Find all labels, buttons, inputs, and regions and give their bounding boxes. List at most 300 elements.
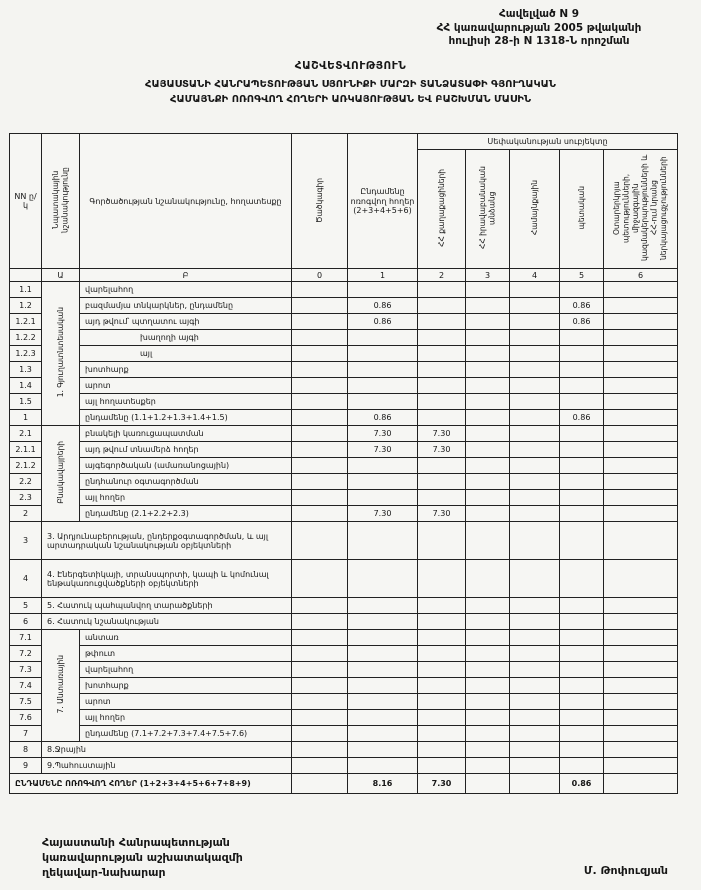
- group-label-text: 1. Գյուղատնտեսական: [55, 307, 65, 398]
- cell-owner-community: [510, 522, 560, 560]
- col-header-nn: NN ը/կ: [10, 134, 42, 269]
- cell-category-group: [42, 426, 80, 522]
- cell-row-number: 2.2: [10, 474, 42, 490]
- cell-row-number: 1.5: [10, 394, 42, 410]
- cell-owner-foreign: [604, 426, 678, 442]
- page-title: ՀԱՇՎԵՏՎՈՒԹՅՈՒՆ: [294, 60, 407, 72]
- table-row: [10, 330, 678, 346]
- cell-total-irrigated: 0.86: [348, 298, 418, 314]
- cell-row-number: 1: [10, 410, 42, 426]
- cell-owner-community: [510, 758, 560, 774]
- cell-total-irrigated: [348, 362, 418, 378]
- cell-owner-legal-entities: [466, 560, 510, 598]
- cell-owner-state: [560, 346, 604, 362]
- table-row: [10, 694, 678, 710]
- cell-owner-legal-entities: [466, 298, 510, 314]
- cell-row-number: 7.2: [10, 646, 42, 662]
- cell-total-irrigated: [348, 458, 418, 474]
- cell-owner-foreign: [604, 726, 678, 742]
- cell-owner-state: 0.86: [560, 314, 604, 330]
- table-row: [10, 490, 678, 506]
- cell-land-type-label: ընդհանուր օգտագործման: [80, 474, 292, 490]
- cell-owner-state: [560, 490, 604, 506]
- cell-owner-state: [560, 742, 604, 758]
- cell-code: [292, 598, 348, 614]
- header-row-column-numbers: [10, 269, 678, 282]
- cell-owner-community: [510, 742, 560, 758]
- cell-code: [292, 410, 348, 426]
- cell-land-type-label: խոտհարք: [80, 362, 292, 378]
- cell-owner-foreign: [604, 378, 678, 394]
- cell-land-type-label: թփուտ: [80, 646, 292, 662]
- cell-owner-community: [510, 630, 560, 646]
- table-row: [10, 522, 678, 560]
- cell-row-number: 4: [10, 560, 42, 598]
- cell-owner-foreign: [604, 758, 678, 774]
- table-row: [10, 614, 678, 630]
- cell-total-irrigated: [348, 330, 418, 346]
- cell-land-type-label: այգեգործական (ամառանոցային): [80, 458, 292, 474]
- cell-row-number: 1.1: [10, 282, 42, 298]
- col-number: Ա: [42, 269, 80, 282]
- cell-owner-community: [510, 490, 560, 506]
- cell-owner-foreign: [604, 490, 678, 506]
- cell-owner-foreign: [604, 598, 678, 614]
- cell-owner-state: [560, 758, 604, 774]
- cell-owner-citizens: [418, 458, 466, 474]
- cell-category-group: [42, 282, 80, 426]
- cell-owner-foreign: [604, 314, 678, 330]
- group-label-text: Բնակավայրերի: [55, 441, 65, 504]
- col-number: 6: [604, 269, 678, 282]
- cell-code: [292, 662, 348, 678]
- cell-land-type-label: այլ: [80, 346, 292, 362]
- cell-owner-state: [560, 426, 604, 442]
- owner-label: պետական: [576, 186, 586, 230]
- table-row: [10, 378, 678, 394]
- owner-label: Համայնքային: [529, 180, 539, 236]
- col-header-code-text: Ծածկագիր: [314, 177, 324, 223]
- cell-owner-community: [510, 426, 560, 442]
- cell-code: [292, 490, 348, 506]
- cell-code: [292, 298, 348, 314]
- table-row: [10, 726, 678, 742]
- cell-code: [292, 742, 348, 758]
- col-header-code: [292, 134, 348, 269]
- cell-land-type-label: 3. Արդյունաբերության, ընդերքօգտագործման, և այլ արտադրական նշանակության օբյեկտների: [42, 522, 292, 560]
- cell-row-number: 2.1.1: [10, 442, 42, 458]
- col-number: 2: [418, 269, 466, 282]
- table-row: [10, 314, 678, 330]
- group-label-text: 7. Անտառային: [55, 655, 65, 714]
- table-row: [10, 362, 678, 378]
- cell-owner-foreign: [604, 678, 678, 694]
- col-number: 1: [348, 269, 418, 282]
- signatory-title: [42, 836, 243, 881]
- cell-row-number: 3: [10, 522, 42, 560]
- cell-code: [292, 614, 348, 630]
- cell-owner-citizens: [418, 726, 466, 742]
- cell-owner-state: [560, 282, 604, 298]
- cell-owner-citizens: [418, 560, 466, 598]
- cell-row-number: 2.3: [10, 490, 42, 506]
- cell-total-irrigated: [348, 282, 418, 298]
- cell-owner-state: [560, 506, 604, 522]
- cell-owner-citizens: [418, 474, 466, 490]
- cell-total-irrigated: [348, 490, 418, 506]
- cell-row-number: 7.3: [10, 662, 42, 678]
- cell-land-type-label: այլ հողեր: [80, 710, 292, 726]
- cell-row-number: 5: [10, 598, 42, 614]
- table-row: [10, 598, 678, 614]
- cell-code: [292, 378, 348, 394]
- table-row: [10, 474, 678, 490]
- table-row: [10, 710, 678, 726]
- cell-land-type-label: բազմամյա տնկարկներ, ընդամենը: [80, 298, 292, 314]
- cell-owner-foreign: [604, 282, 678, 298]
- cell-owner-citizens: [418, 362, 466, 378]
- cell-owner-foreign: [604, 646, 678, 662]
- cell-total-irrigated: [348, 662, 418, 678]
- table-row: [10, 560, 678, 598]
- cell-owner-legal-entities: [466, 522, 510, 560]
- signatory-title-line: ղեկավար-նախարար: [42, 865, 166, 879]
- cell-land-type-label: արոտ: [80, 694, 292, 710]
- appendix-line: Հավելված N 9: [498, 8, 580, 20]
- table-row: [10, 506, 678, 522]
- table-row: [10, 758, 678, 774]
- table-row: [10, 298, 678, 314]
- cell-owner-legal-entities: [466, 662, 510, 678]
- cell-owner-legal-entities: [466, 330, 510, 346]
- cell-owner-legal-entities: [466, 442, 510, 458]
- cell-code: [292, 758, 348, 774]
- cell-owner-citizens: [418, 394, 466, 410]
- cell-owner-citizens: [418, 678, 466, 694]
- cell-total-irrigated: [348, 710, 418, 726]
- cell-owner-legal-entities: [466, 378, 510, 394]
- cell-owner-community: [510, 442, 560, 458]
- cell-row-number: 1.2.1: [10, 314, 42, 330]
- col-header-owner-state: [560, 150, 604, 269]
- cell-code: [292, 630, 348, 646]
- cell-owner-state: [560, 694, 604, 710]
- table-row: [10, 646, 678, 662]
- cell-owner-legal-entities: [466, 726, 510, 742]
- cell-owner-legal-entities: [466, 678, 510, 694]
- cell-total-irrigated: [348, 522, 418, 560]
- cell-owner-legal-entities: [466, 346, 510, 362]
- cell-owner-citizens: [418, 710, 466, 726]
- cell-row-number: 2: [10, 506, 42, 522]
- cell-owner-legal-entities: [466, 314, 510, 330]
- cell-total-irrigated: [348, 598, 418, 614]
- col-header-ownership-group: Սեփականության սուբյեկտը: [418, 134, 678, 150]
- cell-owner-citizens: [418, 490, 466, 506]
- cell-row-number: 2.1.2: [10, 458, 42, 474]
- cell-owner-community: [510, 678, 560, 694]
- cell-owner-community: [510, 614, 560, 630]
- cell-owner-citizens: 7.30: [418, 442, 466, 458]
- cell-owner-citizens: [418, 282, 466, 298]
- cell-land-type-label: 8.Ջրային: [42, 742, 292, 758]
- cell-land-type-label: 9.Պահուստային: [42, 758, 292, 774]
- cell-owner-citizens: [418, 614, 466, 630]
- cell-row-number: 1.3: [10, 362, 42, 378]
- subtitle-line-1: ՀԱՅԱՍՏԱՆԻ ՀԱՆՐԱՊԵՏՈՒԹՅԱՆ ՍՅՈՒՆԻՔԻ ՄԱՐԶԻ ՏԱՆՁԱՏԱՓԻ ԳՅՈՒՂԱԿԱՆ: [145, 79, 556, 90]
- cell-owner-state: [560, 394, 604, 410]
- cell-row-number: 6: [10, 614, 42, 630]
- cell-owner-community: [510, 394, 560, 410]
- cell-code: [292, 346, 348, 362]
- cell-code: [292, 314, 348, 330]
- cell-owner-foreign: [604, 662, 678, 678]
- table-row: [10, 426, 678, 442]
- cell-total-irrigated: 8.16: [348, 774, 418, 794]
- cell-owner-community: [510, 662, 560, 678]
- cell-row-number: 1.2.2: [10, 330, 42, 346]
- cell-land-type-label: խաղողի այգի: [80, 330, 292, 346]
- col-number: Բ: [80, 269, 292, 282]
- cell-owner-citizens: 7.30: [418, 506, 466, 522]
- cell-row-number: 1.4: [10, 378, 42, 394]
- table-row: [10, 394, 678, 410]
- cell-owner-foreign: [604, 630, 678, 646]
- owner-label: ՀՀ իրավաբանական անձանց: [478, 166, 497, 250]
- cell-owner-citizens: [418, 330, 466, 346]
- cell-owner-state: 0.86: [560, 774, 604, 794]
- col-header-usage: Գործածության նշանակությունը, հողատեսքը: [80, 134, 292, 269]
- table-row: [10, 410, 678, 426]
- cell-land-type-label: վարելահող: [80, 662, 292, 678]
- cell-total-irrigated: 7.30: [348, 426, 418, 442]
- cell-owner-state: [560, 560, 604, 598]
- table-row: [10, 678, 678, 694]
- cell-owner-citizens: [418, 314, 466, 330]
- cell-owner-legal-entities: [466, 774, 510, 794]
- cell-owner-citizens: [418, 694, 466, 710]
- col-header-owner-foreign: [604, 150, 678, 269]
- subtitle-line-2: ՀԱՄԱՅՆՔԻ ՈՌՈԳՎՈՂ ՀՈՂԵՐԻ ԱՌԿԱՅՈՒԹՅԱՆ ԵՎ ԲԱՇԽՄԱՆ ՄԱՍԻՆ: [169, 93, 532, 105]
- cell-total-irrigated: [348, 474, 418, 490]
- cell-row-number: 1.2.3: [10, 346, 42, 362]
- cell-owner-state: [560, 614, 604, 630]
- owner-label: ՀՀ քաղաքացիների: [436, 169, 446, 247]
- cell-owner-community: [510, 694, 560, 710]
- cell-owner-state: [560, 710, 604, 726]
- cell-owner-foreign: [604, 362, 678, 378]
- cell-land-type-label: այդ թվում՝ պտղատու այգի: [80, 314, 292, 330]
- cell-owner-community: [510, 560, 560, 598]
- cell-total-irrigated: [348, 614, 418, 630]
- cell-owner-legal-entities: [466, 646, 510, 662]
- cell-total-irrigated: 7.30: [348, 442, 418, 458]
- col-number: 4: [510, 269, 560, 282]
- cell-owner-legal-entities: [466, 758, 510, 774]
- cell-owner-community: [510, 598, 560, 614]
- cell-owner-foreign: [604, 506, 678, 522]
- cell-owner-foreign: [604, 298, 678, 314]
- cell-total-irrigated: [348, 742, 418, 758]
- cell-grand-total-label: ԸՆԴԱՄԵՆԸ ՈՌՈԳՎՈՂ ՀՈՂԵՐ (1+2+3+4+5+6+7+8+9): [10, 774, 292, 794]
- cell-code: [292, 678, 348, 694]
- cell-total-irrigated: [348, 758, 418, 774]
- cell-owner-community: [510, 474, 560, 490]
- cell-total-irrigated: [348, 694, 418, 710]
- cell-owner-citizens: [418, 298, 466, 314]
- cell-land-type-label: այդ թվում տնամերձ հողեր: [80, 442, 292, 458]
- signatory-name: Մ. Թոփուզյան: [583, 864, 668, 877]
- cell-code: [292, 394, 348, 410]
- cell-owner-legal-entities: [466, 362, 510, 378]
- cell-owner-legal-entities: [466, 598, 510, 614]
- cell-owner-foreign: [604, 614, 678, 630]
- cell-owner-foreign: [604, 522, 678, 560]
- page-subtitle: [0, 78, 701, 107]
- cell-total-irrigated: 7.30: [348, 506, 418, 522]
- table-row: [10, 630, 678, 646]
- cell-owner-foreign: [604, 394, 678, 410]
- cell-code: [292, 442, 348, 458]
- cell-owner-citizens: [418, 758, 466, 774]
- cell-code: [292, 362, 348, 378]
- cell-owner-community: [510, 646, 560, 662]
- cell-code: [292, 458, 348, 474]
- table-row: [10, 774, 678, 794]
- cell-owner-community: [510, 726, 560, 742]
- cell-owner-community: [510, 362, 560, 378]
- col-header-purpose-text: Նպատակային նշանակությունը: [51, 167, 70, 233]
- cell-total-irrigated: [348, 378, 418, 394]
- cell-owner-state: [560, 522, 604, 560]
- cell-owner-community: [510, 282, 560, 298]
- cell-row-number: 7.6: [10, 710, 42, 726]
- cell-code: [292, 330, 348, 346]
- cell-land-type-label: բնակելի կառուցապատման: [80, 426, 292, 442]
- cell-owner-foreign: [604, 346, 678, 362]
- cell-total-irrigated: [348, 394, 418, 410]
- cell-owner-community: [510, 774, 560, 794]
- appendix-line: հուլիսի 28-ի N 1318-Ն որոշման: [448, 35, 630, 48]
- cell-row-number: 7: [10, 726, 42, 742]
- cell-owner-citizens: [418, 522, 466, 560]
- cell-land-type-label: ընդամենը (7.1+7.2+7.3+7.4+7.5+7.6): [80, 726, 292, 742]
- cell-land-type-label: արոտ: [80, 378, 292, 394]
- cell-owner-legal-entities: [466, 742, 510, 758]
- cell-total-irrigated: [348, 560, 418, 598]
- cell-owner-citizens: [418, 742, 466, 758]
- cell-owner-citizens: [418, 598, 466, 614]
- cell-owner-state: [560, 330, 604, 346]
- cell-owner-state: [560, 726, 604, 742]
- cell-land-type-label: խոտհարք: [80, 678, 292, 694]
- cell-owner-community: [510, 330, 560, 346]
- cell-owner-citizens: [418, 378, 466, 394]
- col-header-total: Ընդամենը ոռոգվող հողեր (2+3+4+5+6): [348, 134, 418, 269]
- header-row-ownership: [10, 134, 678, 150]
- table-row: [10, 282, 678, 298]
- cell-owner-community: [510, 410, 560, 426]
- cell-owner-legal-entities: [466, 426, 510, 442]
- cell-owner-legal-entities: [466, 630, 510, 646]
- cell-land-type-label: այլ հողատեսքեր: [80, 394, 292, 410]
- cell-code: [292, 774, 348, 794]
- cell-land-type-label: 5. Հատուկ պահպանվող տարածքների: [42, 598, 292, 614]
- cell-code: [292, 646, 348, 662]
- cell-row-number: 7.5: [10, 694, 42, 710]
- cell-owner-citizens: 7.30: [418, 426, 466, 442]
- cell-row-number: 2.1: [10, 426, 42, 442]
- col-header-owner-citizens: [418, 150, 466, 269]
- table-row: [10, 662, 678, 678]
- cell-code: [292, 726, 348, 742]
- owner-label: Օտարերկրյա պետությունների, միջազգային կազմակերպությունների և ՀՀ-ում նրանց ներկայացուցչությունների: [612, 154, 669, 262]
- cell-owner-citizens: [418, 630, 466, 646]
- cell-owner-community: [510, 458, 560, 474]
- cell-owner-community: [510, 506, 560, 522]
- cell-code: [292, 522, 348, 560]
- cell-row-number: 7.4: [10, 678, 42, 694]
- cell-owner-state: [560, 362, 604, 378]
- cell-owner-foreign: [604, 710, 678, 726]
- cell-code: [292, 474, 348, 490]
- cell-code: [292, 426, 348, 442]
- cell-total-irrigated: 0.86: [348, 314, 418, 330]
- cell-owner-legal-entities: [466, 490, 510, 506]
- cell-land-type-label: ընդամենը (1.1+1.2+1.3+1.4+1.5): [80, 410, 292, 426]
- cell-owner-foreign: [604, 742, 678, 758]
- cell-owner-legal-entities: [466, 458, 510, 474]
- cell-owner-citizens: [418, 410, 466, 426]
- cell-owner-foreign: [604, 330, 678, 346]
- cell-owner-legal-entities: [466, 282, 510, 298]
- cell-owner-legal-entities: [466, 710, 510, 726]
- cell-owner-legal-entities: [466, 474, 510, 490]
- cell-code: [292, 506, 348, 522]
- cell-code: [292, 710, 348, 726]
- cell-total-irrigated: [348, 346, 418, 362]
- cell-owner-foreign: [604, 694, 678, 710]
- cell-owner-community: [510, 298, 560, 314]
- col-number: 3: [466, 269, 510, 282]
- cell-owner-state: [560, 474, 604, 490]
- col-number: 0: [292, 269, 348, 282]
- col-header-purpose: [42, 134, 80, 269]
- cell-code: [292, 694, 348, 710]
- cell-owner-state: [560, 458, 604, 474]
- cell-code: [292, 560, 348, 598]
- cell-owner-state: [560, 598, 604, 614]
- table-row: [10, 442, 678, 458]
- cell-owner-state: 0.86: [560, 410, 604, 426]
- cell-owner-state: 0.86: [560, 298, 604, 314]
- table-row: [10, 346, 678, 362]
- table-row: [10, 742, 678, 758]
- cell-owner-foreign: [604, 560, 678, 598]
- cell-owner-state: [560, 646, 604, 662]
- cell-land-type-label: 6. Հատուկ նշանակության: [42, 614, 292, 630]
- cell-owner-citizens: 7.30: [418, 774, 466, 794]
- cell-owner-legal-entities: [466, 394, 510, 410]
- cell-land-type-label: անտառ: [80, 630, 292, 646]
- cell-land-type-label: այլ հողեր: [80, 490, 292, 506]
- cell-owner-foreign: [604, 442, 678, 458]
- cell-owner-state: [560, 678, 604, 694]
- cell-land-type-label: 4. Էներգետիկայի, տրանսպորտի, կապի և կոմունալ ենթակառուցվածքների օբյեկտների: [42, 560, 292, 598]
- cell-owner-foreign: [604, 410, 678, 426]
- irrigated-lands-table: [9, 133, 678, 794]
- cell-row-number: 7.1: [10, 630, 42, 646]
